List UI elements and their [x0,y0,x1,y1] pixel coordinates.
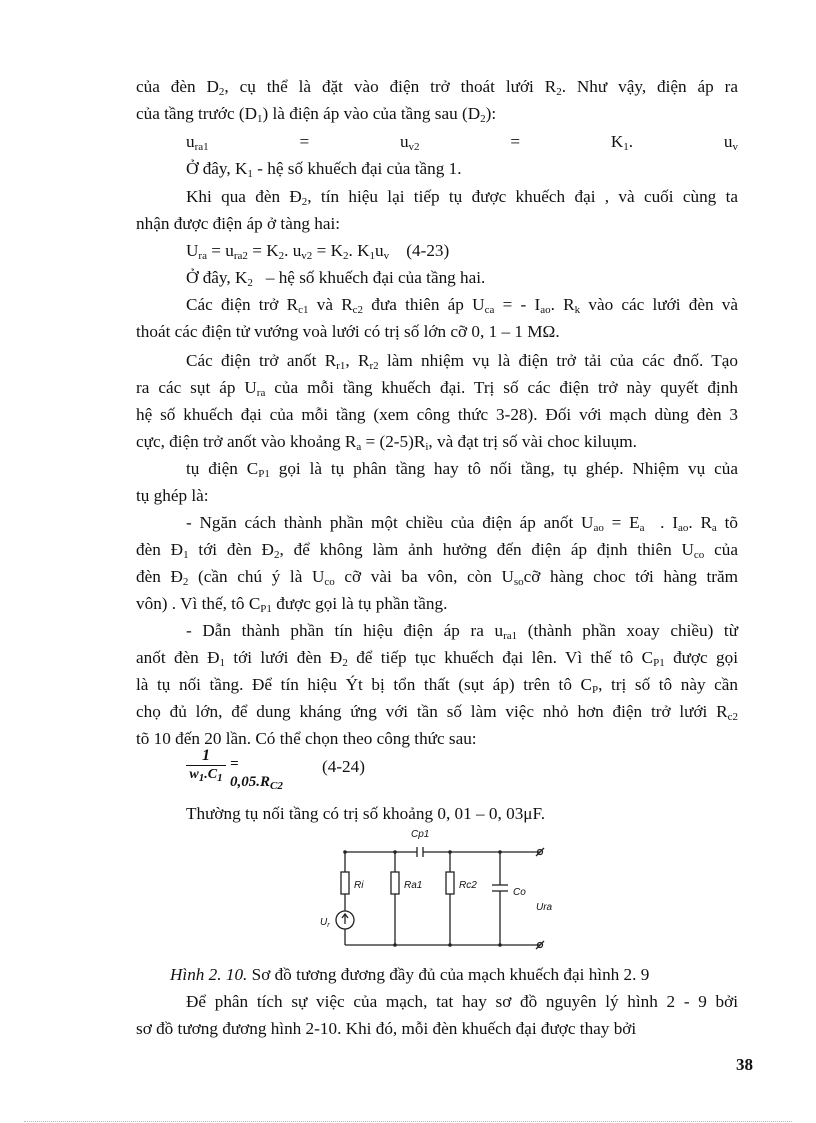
formula-denominator: $w_1.C_1$ [189,767,223,784]
label-source: $U_r$ [320,917,330,929]
junction-node [393,943,397,947]
text-line: Khi qua đèn $Đ_2$, tín hiệu lại tiếp tụ được khuếch đại , và cuối cùng ta [186,187,738,208]
junction-node [498,850,502,854]
page-number: 38 [736,1055,753,1074]
footer-rule [24,1121,792,1122]
text-line: - Dẫn thành phần tín hiệu điện áp ra $u_{ra1}$ (thành phần xoay chiều) từ [186,621,739,642]
text-line: của tầng trước $(D_1)$ là điện áp vào của tầng sau $(D_2)$: [136,104,497,125]
junction-node [393,850,397,854]
equivalent-circuit-diagram [310,825,553,955]
text-line: đèn $Đ_2$ (cần chú ý là $U_{co}$ cỡ vài ba vôn, còn $U_{so}cỡ$ hàng choc tới hàng trăm [136,567,738,588]
text-line: tụ ghép là: [136,486,209,505]
junction-node [448,850,452,854]
formula-numerator: 1 [202,747,210,764]
label-co: Co [513,887,526,898]
text-line: Ở đây, $K_1$ - hệ số khuếch đại của tầng 1. [186,159,462,180]
text-line: tụ điện $C_{P1}$ gọi là tụ phân tầng hay tô nối tầng, tụ ghép. Nhiệm vụ của [186,459,738,480]
text-line: nhận được điện áp ở tàng hai: [136,214,341,233]
formula-rhs: = $0,05.R_{C2}$ [230,756,283,792]
text-line: là tụ nối tầng. Để tín hiệu Ýt bị tổn thất (sụt áp) trên tô $C_P$, trị số tô này cần [136,675,738,696]
text-line: đèn $Đ_1$ tới đèn $Đ_2$, để không làm ảnh hưởng đến điện áp định thiên $U_{co}$ của [136,540,739,561]
junction-node [448,943,452,947]
label-cp1: Cp1 [411,829,430,840]
text-line: Thường tụ nối tầng có trị số khoảng 0, 01 – 0, 03μF. [186,804,545,823]
formula-tag: (4-24) [322,757,365,776]
text-line: sơ đồ tương đương hình 2-10. Khi đó, mỗi đèn khuếch đại được thay bởi [136,1019,637,1038]
text-line: anốt đèn $Đ_1$ tới lưới đèn $Đ_2$ để tiếp tục khuếch đại lên. Vì thế tô $C_{P1}$ được gọi [136,648,739,669]
junction-node [498,943,502,947]
text-line: vôn) . Vì thế, tô $C_{P1}$ được gọi là tụ phần tầng. [136,594,448,615]
text-line: ra các sụt áp $U_{ra}$ của mỗi tầng khuếch đại. Trị số các điện trở này quyết định [136,378,738,399]
text-line: hệ số khuếch đại của mỗi tầng (xem công thức 3-28). Đối với mạch dùng đèn 3 [136,405,738,424]
label-ra1: Ra1 [404,880,423,891]
label-ri: Ri [354,880,364,891]
text-line: cực, điện trở anốt vào khoảng $R_a = (2-5)R_i$, và đạt trị số vài choc kiluụm. [136,432,637,453]
equation-line: $u_{ra1}$ = $u_{v2}$ = $K_1$. $u_v$ [186,132,738,153]
text-line: Các điện trở anốt $R_{r1}$, $R_{r2}$ làm nhiệm vụ là điện trở tải của các đnố. Tạo [186,351,738,372]
equation-line: $U_{ra} = u_{ra2} = K_2$. $u_{v2} = K_2$. $K_1u_v$ (4-23) [186,241,450,262]
text-line: Để phân tích sự việc của mạch, tat hay sơ đồ nguyên lý hình 2 - 9 bởi [186,992,738,1011]
formula-4-24 [186,747,286,792]
junction-node [343,850,347,854]
text-line: Ở đây, $K_2$ – hệ số khuếch đại của tầng hai. [186,268,486,289]
label-rc2: Rc2 [459,880,477,891]
figure-caption: Hình 2. 10. Sơ đồ tương đương đầy đủ của mạch khuếch đại hình 2. 9 [170,965,650,984]
text-line: Các điện trở $R_{c1}$ và $R_{c2}$ đưa thiên áp $U_{ca}$ = - $I_{ao}$. $R_k$ vào các lưới đèn và [186,295,739,316]
text-line: thoát các điện tử vướng voà lưới có trị số lớn cỡ 0, 1 – 1 MΩ. [136,322,560,341]
label-ura: Ura [536,902,553,913]
text-line: chọ đủ lớn, để dung kháng ứng với tần số làm việc nhỏ hơn điện trở lưới $R_{c2}$ [136,702,738,723]
text-line: của đèn $D_2$, cụ thể là đặt vào điện trở thoát lưới $R_2$. Như vậy, điện áp ra [136,77,739,98]
text-line: - Ngăn cách thành phần một chiều của điện áp anốt $U_{ao} = E_a$ . $I_{ao}$. $R_a$ tõ [186,513,738,534]
text-line: tõ 10 đến 20 lần. Có thể chọn theo công thức sau: [136,729,477,748]
